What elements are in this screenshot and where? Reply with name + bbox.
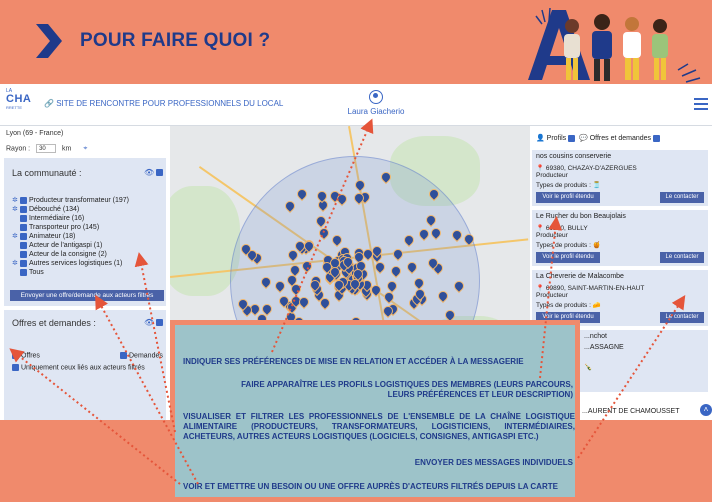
community-visibility-checkbox[interactable] [156,169,163,176]
checkbox[interactable] [20,269,27,276]
user-icon [369,90,383,104]
logo-top-text: LA [6,88,13,94]
checkbox[interactable] [20,206,27,213]
gear-icon[interactable]: ✲ [12,197,18,204]
demandes-checkbox[interactable] [120,352,127,359]
profile-address: 69890, SAINT-MARTIN-EN-HAUT [545,285,645,292]
honey-icon: 🍯 [592,242,601,249]
profile-card [580,330,708,392]
chevron-right-icon [36,24,62,58]
community-item[interactable]: Acteur de l'antigaspi (1) [12,241,129,250]
tab-profils[interactable]: Profils [546,135,567,142]
profile-card [532,210,708,266]
user-name: Laura Giacherio [347,107,405,116]
bottle-icon: 🍾 [584,364,593,371]
offers-filter [4,310,166,420]
link-icon: 🔗 [44,99,54,108]
checkbox[interactable] [20,224,27,231]
community-item[interactable]: Acteur de la consigne (2) [12,250,129,259]
contact-button[interactable]: Le contacter [660,252,704,263]
user-menu[interactable] [336,90,416,116]
community-item[interactable]: ✲ Débouché (134) [12,206,80,213]
offers-options: Offres Demandes [12,352,167,359]
annotation-offer-need: VOIR ET EMETTRE UN BESOIN OU UNE OFFRE AUPRÈS D'ACTEURS FILTRÉS DEPUIS LA CARTE [183,482,558,491]
profile-address: ...AURENT DE CHAMOUSSET [582,408,680,415]
profile-category: Producteur [536,292,568,299]
scroll-up-icon[interactable]: ˄ [700,404,712,416]
site-link[interactable] [44,99,283,108]
view-profile-button[interactable]: Voir le profil étendu [536,252,600,263]
offers-visibility-checkbox[interactable] [156,319,163,326]
pin-icon: 📍 [536,225,545,232]
eye-icon[interactable]: 👁 [144,168,155,177]
community-item[interactable]: ✲ Producteur transformateur (197) [12,197,129,204]
annotation-messaging: INDIQUER SES PRÉFÉRENCES DE MISE EN RELATION ET ACCÉDER À LA MESSAGERIE [183,357,524,366]
locate-icon[interactable]: ⌖ [83,145,88,153]
menu-icon[interactable] [694,98,708,110]
profile-name[interactable]: nos cousins conserverie [536,153,612,160]
filtered-only-option[interactable]: Uniquement ceux liés aux acteurs filtrés [12,364,145,371]
cheese-icon: 🧀 [592,302,601,309]
annotation-filter: VISUALISER ET FILTRER LES PROFESSIONNELS DE L'ENSEMBLE DE LA CHAÎNE LOGISTIQUE ALIMENTAIRE (PRODUCTEURS, TRANSFORMATEURS, LOGISTICIENS, INTERMÉDIAIRES, ACHETEURS, AUTRES ACTEURS LOGISTIQUES (LOGICIELS, CONSIGNES, ANTIGASPI ETC.) [183,412,575,441]
logo-bottom-text: RRETTE [6,105,22,110]
profile-address: 69380, CHAZAY-D'AZERGUES [545,165,637,172]
app-logo[interactable] [6,88,30,110]
gear-icon[interactable]: ✲ [12,260,18,267]
radius-input[interactable]: 30 [36,144,56,153]
checkbox[interactable] [20,242,27,249]
location-label: Lyon (69 - France) [6,130,64,137]
team-illustration [528,4,712,84]
profile-name[interactable]: Le Rucher du bon Beaujolais [536,213,626,220]
radius-row [6,144,87,153]
filter-panel [0,126,170,420]
profile-card [532,150,708,206]
profile-address: 69210, BULLY [545,225,588,232]
pin-icon: 📍 [536,165,545,172]
banner-title: POUR FAIRE QUOI ? [80,30,271,51]
gear-icon[interactable]: ✲ [12,233,18,240]
profile-category: Producteur [536,232,568,239]
annotation-individual-messages: ENVOYER DES MESSAGES INDIVIDUELS [414,458,573,467]
profile-category: Producteur [536,172,568,179]
profile-name[interactable]: La Chevrerie de Malacombe [536,273,624,280]
community-filter [4,158,166,306]
radius-label: Rayon : [6,145,31,153]
eye-icon[interactable]: 👁 [144,318,155,327]
checkbox[interactable] [20,251,27,258]
community-item[interactable]: ✲ Autres services logistiques (1) [12,260,123,267]
profile-address: ...ASSAGNE [584,344,624,351]
contact-button[interactable]: Le contacter [660,192,704,203]
contact-button[interactable]: Le contacter [660,312,704,323]
community-list [12,196,129,277]
tab-offres[interactable]: Offres et demandes [589,135,652,142]
community-item[interactable]: Intermédiaire (16) [12,214,129,223]
annotation-box [170,320,580,502]
checkbox[interactable] [20,215,27,222]
gear-icon[interactable]: ✲ [12,206,18,213]
offers-checkbox[interactable] [12,352,19,359]
filtered-only-checkbox[interactable] [12,364,19,371]
logo-main-text: CHA [6,93,32,105]
view-profile-button[interactable]: Voir le profil étendu [536,192,600,203]
offres-checkbox[interactable] [653,135,660,142]
offers-title: Offres et demandes : [12,318,96,328]
pin-icon: 📍 [536,285,545,292]
app-header [0,84,712,126]
community-item[interactable]: ✲ Animateur (18) [12,233,76,240]
annotation-profiles: FAIRE APPARAÎTRE LES PROFILS LOGISTIQUES DES MEMBRES (LEURS PARCOURS, LEURS PRÉFÉRENCES ET LEUR DESCRIPTION) [241,380,573,399]
radius-unit: km [62,145,72,153]
site-link-label: SITE DE RENCONTRE POUR PROFESSIONNELS DU LOCAL [56,99,284,108]
checkbox[interactable] [20,197,27,204]
checkbox[interactable] [20,260,27,267]
profile-name[interactable]: ...nchot [584,333,607,340]
profile-card [532,270,708,326]
view-profile-button[interactable]: Voir le profil étendu [536,312,600,323]
checkbox[interactable] [20,233,27,240]
chat-icon: 💬 [579,135,588,142]
results-tabs [536,134,662,142]
community-item[interactable]: Transporteur pro (145) [12,223,129,232]
user-icon: 👤 [536,135,545,142]
product-types-label: Types de produits : [536,302,591,309]
product-types-label: Types de produits : [536,242,591,249]
community-title: La communauté : [12,168,82,178]
product-types-label: Types de produits : [536,182,591,189]
banner [0,0,712,84]
jar-icon: 🫙 [592,182,601,189]
community-item[interactable]: Tous [12,268,129,277]
send-offer-button[interactable]: Envoyer une offre/demande aux acteurs filtrés [10,290,164,301]
profils-checkbox[interactable] [568,135,575,142]
